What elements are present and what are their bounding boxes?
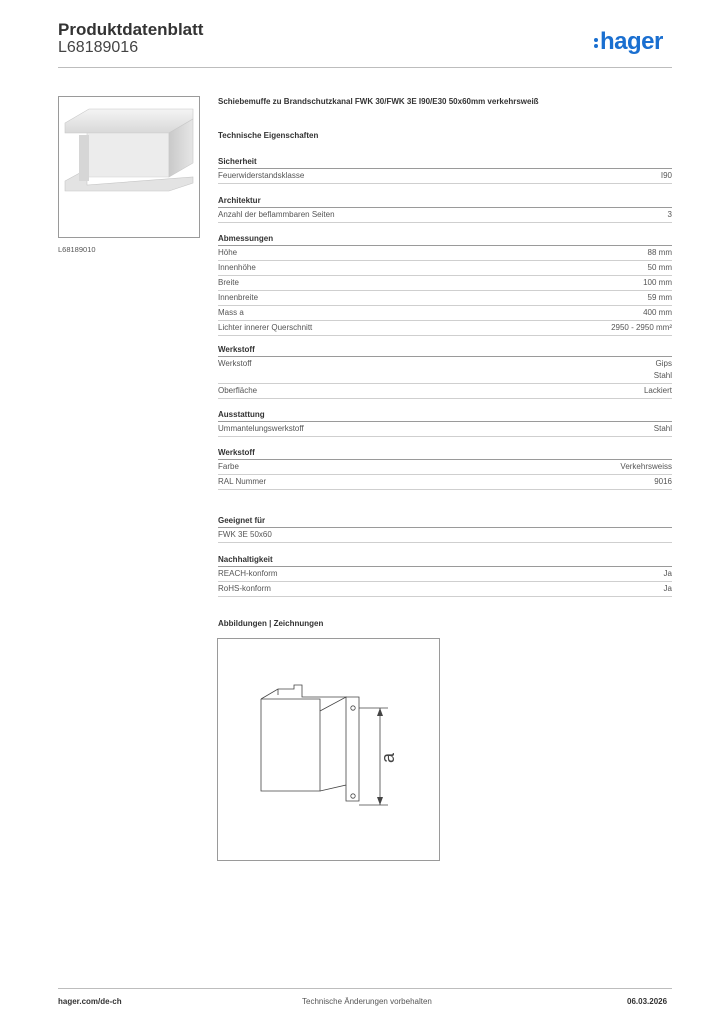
section-title: Werkstoff	[218, 344, 672, 357]
product-thumbnail	[58, 96, 200, 238]
row-label: Innenhöhe	[218, 263, 256, 272]
table-row	[218, 582, 672, 597]
table-row	[218, 261, 672, 276]
section-geeignet-fuer	[218, 515, 672, 543]
section-werkstoff	[218, 344, 672, 399]
row-value: 88 mm	[647, 248, 672, 257]
dimension-label: a	[378, 752, 398, 764]
table-row	[218, 321, 672, 336]
row-label: REACH-konform	[218, 569, 278, 578]
logo-text: hager	[600, 28, 663, 55]
row-value	[654, 358, 672, 382]
section-sicherheit	[218, 156, 672, 184]
technical-drawing	[217, 638, 440, 861]
row-value: I90	[660, 171, 672, 180]
table-row	[218, 276, 672, 291]
page-title: Produktdatenblatt	[58, 20, 204, 39]
section-title: Abmessungen	[218, 233, 672, 246]
row-value: Lackiert	[643, 386, 672, 395]
row-value: 50 mm	[647, 263, 672, 272]
footer-date: 06.03.2026	[627, 997, 668, 1006]
thumbnail-caption: L68189010	[58, 245, 96, 254]
table-row	[218, 460, 672, 475]
row-label: Breite	[218, 278, 239, 287]
section-title: Geeignet für	[218, 515, 672, 528]
section-title: Sicherheit	[218, 156, 672, 169]
row-label: RAL Nummer	[218, 477, 267, 486]
row-label: Anzahl der beflammbaren Seiten	[218, 210, 335, 219]
row-value: Verkehrsweiss	[620, 462, 672, 471]
section-ausstattung	[218, 409, 672, 437]
row-label: RoHS-konform	[218, 584, 271, 593]
section-title: Nachhaltigkeit	[218, 554, 672, 567]
row-label: Mass a	[218, 308, 244, 317]
row-label: Innenbreite	[218, 293, 259, 302]
table-row	[218, 291, 672, 306]
section-architektur	[218, 195, 672, 223]
table-row	[218, 475, 672, 490]
row-label: Werkstoff	[218, 359, 252, 368]
header-divider	[58, 67, 672, 68]
row-label: Ummantelungswerkstoff	[218, 424, 304, 433]
section-nachhaltigkeit	[218, 554, 672, 597]
drawings-title: Abbildungen | Zeichnungen	[218, 619, 324, 628]
row-label: Höhe	[218, 248, 238, 257]
section-title: Werkstoff	[218, 447, 672, 460]
row-value: Ja	[663, 584, 672, 593]
footer-website[interactable]: hager.com/de-ch	[58, 997, 122, 1006]
row-value-line: Gips	[655, 359, 672, 368]
product-description: Schiebemuffe zu Brandschutzkanal FWK 30/FWK 3E I90/E30 50x60mm verkehrsweiß	[218, 97, 539, 106]
row-value: 400 mm	[643, 308, 672, 317]
row-value: 9016	[654, 477, 672, 486]
table-row	[218, 208, 672, 223]
table-row	[218, 169, 672, 184]
section-abmessungen	[218, 233, 672, 336]
row-label: Lichter innerer Querschnitt	[218, 323, 313, 332]
table-row	[218, 567, 672, 582]
logo-dots-icon	[594, 36, 599, 50]
section-title: Architektur	[218, 195, 672, 208]
row-value: Stahl	[653, 424, 672, 433]
row-value-line: Stahl	[653, 371, 672, 380]
table-row	[218, 246, 672, 261]
table-row	[218, 306, 672, 321]
table-row	[218, 528, 672, 543]
row-label: FWK 3E 50x60	[218, 530, 272, 539]
section-title: Ausstattung	[218, 409, 672, 422]
row-label: Farbe	[218, 462, 239, 471]
row-label: Oberfläche	[218, 386, 258, 395]
row-label: Feuerwiderstandsklasse	[218, 171, 305, 180]
technical-properties-title: Technische Eigenschaften	[218, 131, 319, 140]
row-value: 2950 - 2950 mm²	[611, 323, 672, 332]
row-value: 3	[667, 210, 672, 219]
table-row	[218, 357, 672, 384]
hager-logo	[594, 28, 663, 56]
table-row	[218, 384, 672, 399]
article-number: L68189016	[58, 39, 139, 56]
row-value: Ja	[663, 569, 672, 578]
section-werkstoff-farbe	[218, 447, 672, 490]
table-row	[218, 422, 672, 437]
row-value: 100 mm	[643, 278, 672, 287]
footer-notice: Technische Änderungen vorbehalten	[302, 997, 432, 1006]
footer-divider	[58, 988, 672, 989]
row-value: 59 mm	[647, 293, 672, 302]
